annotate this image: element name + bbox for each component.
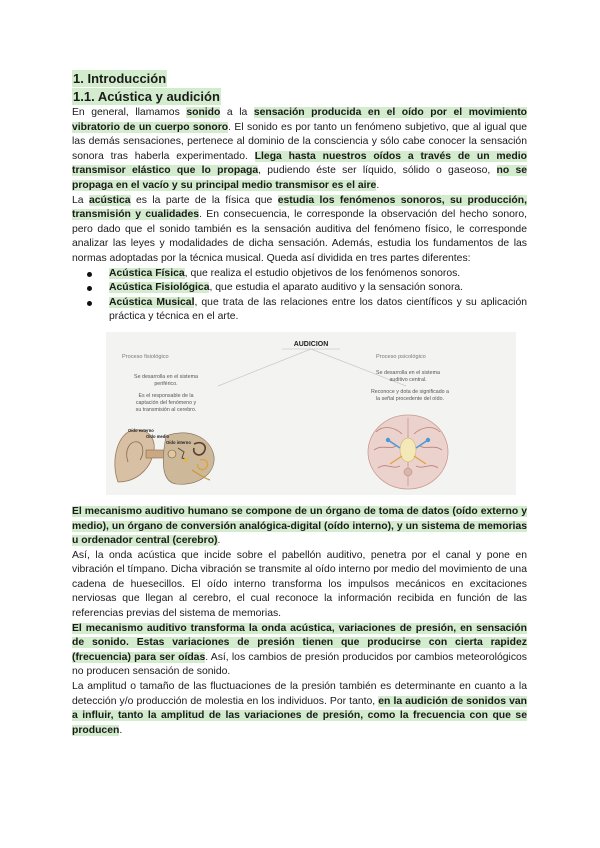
text-run: La amplitud o tamaño de las fluctuaciones de la presión también es determinante en cuanto a la detección y/o producción de molestia en los individuos. Por tanto, <box>72 681 527 707</box>
branch-line-left <box>218 349 311 386</box>
text-run: En general, llamamos <box>72 107 187 118</box>
ear-anatomy-illustration <box>115 428 214 484</box>
highlight-run: El mecanismo auditivo transforma la onda acústica, variaciones de presión, en sensación de sonido. Estas variaciones de presión tienen que producirse con cierta rapidez (frecuencia) para ser oídas <box>72 622 527 663</box>
list-item <box>109 296 527 325</box>
text-run: . En consecuencia, le corresponde la observación del hecho sonoro, pero dado que el sonido también es la sensación auditiva del fenómeno físico, le corresponde analizar las leyes y modalidades de dicha sensación. Además, estudia los fundamentos de las normas adoptadas por la técnica musical. Queda así dividida en tres partes diferentes: <box>72 209 527 264</box>
left-text-line: captación del fenómeno y <box>135 399 197 406</box>
section-heading: 1. Introducción <box>73 71 167 86</box>
paragraph-amplitud <box>72 680 527 738</box>
list-item-term: Acústica Musical <box>109 296 195 308</box>
left-text-line: Se desarrolla en el sistema <box>134 373 198 380</box>
document-page <box>72 70 527 738</box>
list-item-term: Acústica Física <box>109 267 185 279</box>
highlight-run: estudia los fenómenos sonoros, su producción, transmisión y cualidades <box>72 194 527 221</box>
right-text-line: Se desarrolla en el sistema <box>376 369 440 376</box>
left-process-title: Proceso fisiológico <box>122 353 169 360</box>
audicion-figure <box>106 332 516 495</box>
audicion-diagram <box>106 332 516 495</box>
acoustics-list <box>72 267 527 325</box>
text-run: , pudiendo éste ser líquido, sólido o gaseoso, <box>258 165 497 177</box>
left-text-line: periférico. <box>154 380 178 387</box>
text-run: es la parte de la física que <box>130 194 278 206</box>
list-item-term: Acústica Fisiológica <box>109 282 210 294</box>
left-text-line: su transmisión al cerebro. <box>135 406 197 413</box>
list-item <box>109 267 527 282</box>
list-item-text: , que realiza el estudio objetivos de los fenómenos sonoros. <box>184 267 461 279</box>
paragraph-acustica <box>72 194 527 267</box>
paragraph-mecanismo <box>72 505 527 549</box>
highlight-run: no se propaga en el vacío y su principal medio transmisor es el aire <box>72 165 528 191</box>
paragraph-sonido <box>72 106 527 194</box>
highlight-run: acústica <box>88 194 131 206</box>
ear-label: Oído medio <box>146 433 170 439</box>
list-item-text: , que trata de las relaciones entre los datos científicos y su aplicación práctica y técnica en el arte. <box>109 296 528 323</box>
highlight-run: sensación producida en el oído por el movimiento vibratorio de un cuerpo sonoro <box>72 107 527 133</box>
text-run: . <box>217 535 221 547</box>
list-item <box>109 281 527 296</box>
subsection-heading: 1.1. Acústica y audición <box>73 89 220 104</box>
text-run: . Así, los cambios de presión producidos por cambios meteorológicos no producen sensación de sonido. <box>72 651 527 678</box>
highlight-run: en la audición de sonidos van a influir, tanto la amplitud de las variaciones de presión, como la frecuencia con que se producen <box>72 695 527 736</box>
paragraph-onda: Así, la onda acústica que incide sobre el pabellón auditivo, penetra por el canal y pone en vibración el tímpano. Dicha vibración se transmite al oído interno por medio del movimiento de una cadena de huesecillos. El oído interno transforma los impulsos mecánicos en excitaciones nerviosas que llegan al cerebro, el cual reconoce la información recibida en función de las referencias previas del sistema de memorias. <box>72 549 527 620</box>
highlight-run: Llega hasta nuestros oídos a través de un medio transmisor elástico que lo propaga <box>72 150 527 177</box>
ear-label: Oído externo <box>128 427 154 433</box>
ear-label: Oído interno <box>166 439 191 445</box>
left-text-line: Es el responsable de la <box>138 392 194 399</box>
right-text-line: la señal procedente del oído. <box>375 395 445 402</box>
figure-title: AUDICION <box>293 340 329 348</box>
paragraph-transformacion <box>72 622 527 680</box>
right-text-line: auditivo central. <box>389 376 427 383</box>
text-run: a la <box>220 107 254 118</box>
right-process-title: Proceso psicológico <box>376 353 426 360</box>
brain-illustration <box>368 415 448 489</box>
highlight-run: sonido <box>186 107 221 118</box>
list-item-text: , que estudia el aparato auditivo y la sensación sonora. <box>209 282 464 294</box>
text-run: . <box>119 724 123 736</box>
text-run: . El sonido es por tanto un fenómeno subjetivo, que al igual que las demás sensaciones, pertenece al dominio de la consciencia y sólo cabe conocer la sensación sonora tras haberla experimentado. <box>72 121 527 162</box>
text-run: . <box>376 179 380 191</box>
highlight-run: El mecanismo auditivo humano se compone de un órgano de toma de datos (oído externo y medio), un órgano de conversión analógica-digital (oído interno), y un sistema de memorias u ordenador central (cerebro) <box>72 505 527 547</box>
right-text-line: Reconoce y dota de significado a <box>370 388 450 395</box>
text-run: La <box>72 194 89 206</box>
